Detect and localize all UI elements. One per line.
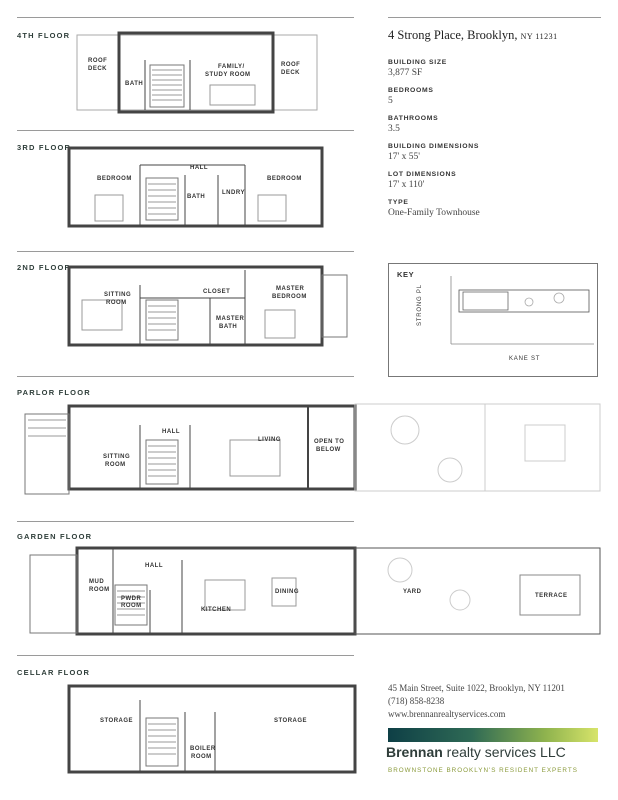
- room-bath-4th: BATH: [125, 81, 144, 87]
- brand-gradient-bar: [388, 728, 598, 742]
- spec-value: 3,877 SF: [388, 68, 423, 78]
- room-pwdr-room-2: ROOM: [121, 603, 142, 609]
- property-address: [388, 28, 598, 43]
- floor-label-parlor: PARLOR FLOOR: [17, 388, 91, 397]
- room-living: LIVING: [258, 437, 282, 443]
- spec-value: One-Family Townhouse: [388, 208, 480, 218]
- room-master-bath-1: MASTER: [216, 316, 245, 322]
- room-sitting-2nd-2: ROOM: [106, 300, 127, 306]
- spec-label: BUILDING SIZE: [388, 59, 447, 66]
- room-sitting-parlor-1: SITTING: [103, 454, 131, 460]
- spec-label: BATHROOMS: [388, 115, 439, 122]
- room-bath-3rd: BATH: [187, 194, 206, 200]
- room-mud-room-1: MUD: [89, 579, 105, 585]
- room-boiler-1: BOILER: [190, 746, 216, 752]
- contact-address: 45 Main Street, Suite 1022, Brooklyn, NY 11201: [388, 683, 565, 693]
- spec-bathrooms: [388, 115, 598, 134]
- room-bedroom-3rd-a: BEDROOM: [97, 176, 132, 182]
- room-master-bedroom-2: BEDROOM: [272, 294, 307, 300]
- spec-building-size: [388, 59, 598, 78]
- room-family-study-1: FAMILY/: [218, 64, 245, 70]
- plan-2nd-floor: [69, 267, 347, 345]
- street-strong-pl: STRONG PL: [417, 284, 423, 326]
- room-hall-garden: HALL: [145, 563, 163, 569]
- room-lndry: LNDRY: [222, 190, 245, 196]
- brand-tagline: BROWNSTONE BROOKLYN'S RESIDENT EXPERTS: [388, 767, 578, 774]
- brand-name-rest: realty services LLC: [442, 744, 566, 760]
- room-hall-3rd: HALL: [190, 165, 208, 171]
- floor-label-3rd: 3RD FLOOR: [17, 143, 72, 152]
- floor-label-garden: GARDEN FLOOR: [17, 532, 93, 541]
- floor-label-4th: 4TH FLOOR: [17, 31, 71, 40]
- address-line: 4 Strong Place, Brooklyn,: [388, 28, 518, 42]
- spec-building-dimensions: [388, 143, 598, 162]
- room-family-study-2: STUDY ROOM: [205, 72, 251, 78]
- room-terrace: TERRACE: [535, 593, 568, 599]
- brand-logo: [386, 744, 566, 760]
- contact-website[interactable]: www.brennanrealtyservices.com: [388, 709, 506, 719]
- contact-block: [388, 682, 565, 721]
- spec-lot-dimensions: [388, 171, 598, 190]
- site-key-map: [388, 263, 598, 377]
- room-kitchen: KITCHEN: [201, 607, 232, 613]
- spec-label: LOT DIMENSIONS: [388, 171, 457, 178]
- contact-phone: (718) 858-8238: [388, 696, 445, 706]
- room-storage-a: STORAGE: [100, 718, 134, 724]
- spec-bedrooms: [388, 87, 598, 106]
- room-sitting-parlor-2: ROOM: [105, 462, 126, 468]
- room-pwdr-room-1: PWDR: [121, 596, 142, 602]
- spec-value: 3.5: [388, 124, 400, 134]
- street-kane-st: KANE ST: [509, 356, 541, 362]
- room-yard: YARD: [403, 589, 422, 595]
- plan-parlor-floor: [25, 404, 600, 494]
- spec-label: TYPE: [388, 199, 409, 206]
- key-title: KEY: [397, 270, 415, 279]
- spec-value: 5: [388, 96, 393, 106]
- address-state-zip: NY 11231: [520, 32, 558, 41]
- plan-garden-floor: [30, 548, 600, 634]
- floor-label-2nd: 2ND FLOOR: [17, 263, 72, 272]
- spec-label: BUILDING DIMENSIONS: [388, 143, 480, 150]
- spec-label: BEDROOMS: [388, 87, 434, 94]
- room-master-bedroom-1: MASTER: [276, 286, 305, 292]
- plan-3rd-floor: [69, 148, 322, 226]
- room-mud-room-2: ROOM: [89, 587, 110, 593]
- room-roof-deck-b1: ROOF: [281, 62, 301, 68]
- plan-cellar-floor: [69, 686, 355, 772]
- room-master-bath-2: BATH: [219, 324, 238, 330]
- room-closet: CLOSET: [203, 289, 231, 295]
- room-hall-parlor: HALL: [162, 429, 180, 435]
- room-roof-deck-a2: DECK: [88, 66, 108, 72]
- room-roof-deck-b2: DECK: [281, 70, 301, 76]
- room-sitting-2nd-1: SITTING: [104, 292, 132, 298]
- floor-label-cellar: CELLAR FLOOR: [17, 668, 91, 677]
- spec-value: 17' x 55': [388, 152, 420, 162]
- brand-name-bold: Brennan: [386, 744, 443, 760]
- spec-value: 17' x 110': [388, 180, 425, 190]
- room-boiler-2: ROOM: [191, 754, 212, 760]
- room-bedroom-3rd-b: BEDROOM: [267, 176, 302, 182]
- room-roof-deck-a1: ROOF: [88, 58, 108, 64]
- spec-type: [388, 199, 598, 218]
- room-open-below-2: BELOW: [316, 447, 341, 453]
- room-storage-b: STORAGE: [274, 718, 308, 724]
- room-open-below-1: OPEN TO: [314, 439, 345, 445]
- room-dining: DINING: [275, 589, 299, 595]
- property-info: [388, 28, 598, 227]
